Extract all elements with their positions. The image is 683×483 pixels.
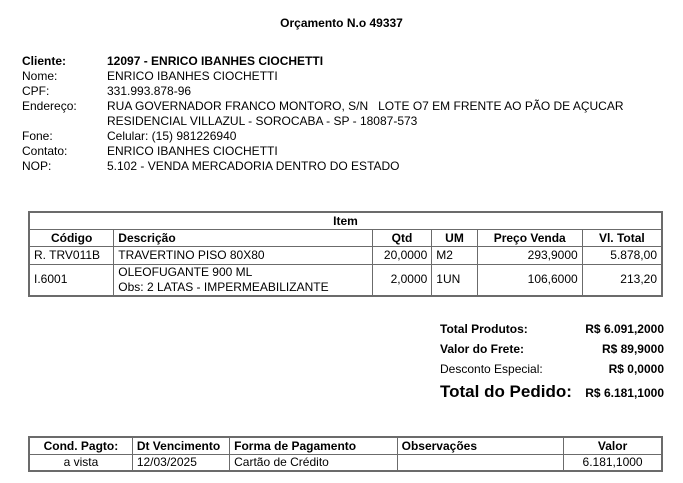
client-row-cpf — [22, 84, 624, 99]
cell-observacoes — [397, 454, 564, 471]
total-pedido-row — [440, 382, 664, 408]
cell-codigo: I.6001 — [29, 264, 114, 296]
header-um: UM — [432, 229, 477, 246]
header-observacoes: Observações — [397, 437, 564, 454]
client-label: Cliente: — [22, 54, 67, 68]
total-produtos-row — [440, 322, 664, 342]
header-cond-pagto: Cond. Pagto: — [29, 437, 132, 454]
cell-um: M2 — [432, 246, 477, 264]
items-header-row — [29, 229, 662, 246]
cell-descricao: TRAVERTINO PISO 80X80 — [114, 246, 372, 264]
client-info — [22, 54, 624, 174]
cell-preco: 106,6000 — [477, 264, 582, 296]
table-row — [29, 246, 662, 264]
item-description: OLEOFUGANTE 900 ML — [118, 264, 253, 279]
client-label: Nome: — [22, 69, 58, 83]
client-value: 5.102 - VENDA MERCADORIA DENTRO DO ESTADO — [107, 159, 400, 173]
client-value: 12097 - ENRICO IBANHES CIOCHETTI — [107, 54, 324, 68]
cell-forma-pagamento: Cartão de Crédito — [230, 454, 398, 471]
header-forma-pagamento: Forma de Pagamento — [230, 437, 398, 454]
client-row-contato — [22, 144, 624, 159]
client-value: RUA GOVERNADOR FRANCO MONTORO, S/N LOTE O7 EM FRENTE AO PÃO DE AÇUCAR — [107, 99, 624, 113]
header-descricao: Descrição — [114, 229, 372, 246]
client-row-nome — [22, 69, 624, 84]
client-value: Celular: (15) 981226940 — [107, 129, 237, 143]
items-table — [28, 211, 663, 297]
total-pedido-value: R$ 6.181,1000 — [585, 386, 664, 400]
client-value: RESIDENCIAL VILLAZUL - SOROCABA - SP - 18087-573 — [107, 114, 418, 128]
client-label: Contato: — [22, 144, 68, 158]
payment-table — [28, 436, 663, 472]
cell-total: 5.878,00 — [582, 246, 662, 264]
table-row — [29, 264, 662, 296]
cell-qtd: 20,0000 — [372, 246, 432, 264]
header-qtd: Qtd — [372, 229, 432, 246]
header-total: Vl. Total — [582, 229, 662, 246]
frete-label: Valor do Frete: — [440, 342, 525, 356]
items-caption: Item — [29, 212, 662, 229]
cell-vencimento: 12/03/2025 — [132, 454, 229, 471]
header-valor: Valor — [564, 437, 662, 454]
client-row-endereco-2 — [22, 114, 624, 129]
frete-value: R$ 89,9000 — [601, 342, 664, 356]
totals-summary — [440, 322, 664, 408]
table-row — [29, 454, 662, 471]
cell-codigo: R. TRV011B — [29, 246, 114, 264]
total-pedido-label: Total do Pedido: — [440, 382, 572, 401]
client-label — [22, 114, 107, 129]
total-produtos-value: R$ 6.091,2000 — [585, 322, 664, 336]
desconto-value: R$ 0,0000 — [608, 362, 664, 376]
client-row-nop — [22, 159, 624, 174]
desconto-label: Desconto Especial: — [440, 362, 543, 376]
header-codigo: Código — [29, 229, 114, 246]
frete-row — [440, 342, 664, 362]
client-label: CPF: — [22, 84, 50, 98]
total-produtos-label: Total Produtos: — [440, 322, 528, 336]
item-obs: Obs: 2 LATAS - IMPERMEABILIZANTE — [118, 279, 329, 294]
desconto-row — [440, 362, 664, 382]
client-label: NOP: — [22, 159, 52, 173]
header-vencimento: Dt Vencimento — [132, 437, 229, 454]
cell-qtd: 2,0000 — [372, 264, 432, 296]
client-value: 331.993.878-96 — [107, 84, 192, 98]
payment-header-row — [29, 437, 662, 454]
header-preco: Preço Venda — [477, 229, 582, 246]
cell-total: 213,20 — [582, 264, 662, 296]
client-value: ENRICO IBANHES CIOCHETTI — [107, 144, 278, 158]
cell-preco: 293,9000 — [477, 246, 582, 264]
cell-cond-pagto: a vista — [29, 454, 132, 471]
client-row-fone — [22, 129, 624, 144]
client-row-endereco — [22, 99, 624, 114]
cell-um: 1UN — [432, 264, 477, 296]
cell-valor: 6.181,1000 — [564, 454, 662, 471]
cell-descricao — [114, 264, 372, 296]
client-row-cliente — [22, 54, 624, 69]
client-value: ENRICO IBANHES CIOCHETTI — [107, 69, 278, 83]
client-label: Fone: — [22, 129, 53, 143]
page-title: Orçamento N.o 49337 — [280, 16, 403, 30]
client-label: Endereço: — [22, 99, 77, 113]
